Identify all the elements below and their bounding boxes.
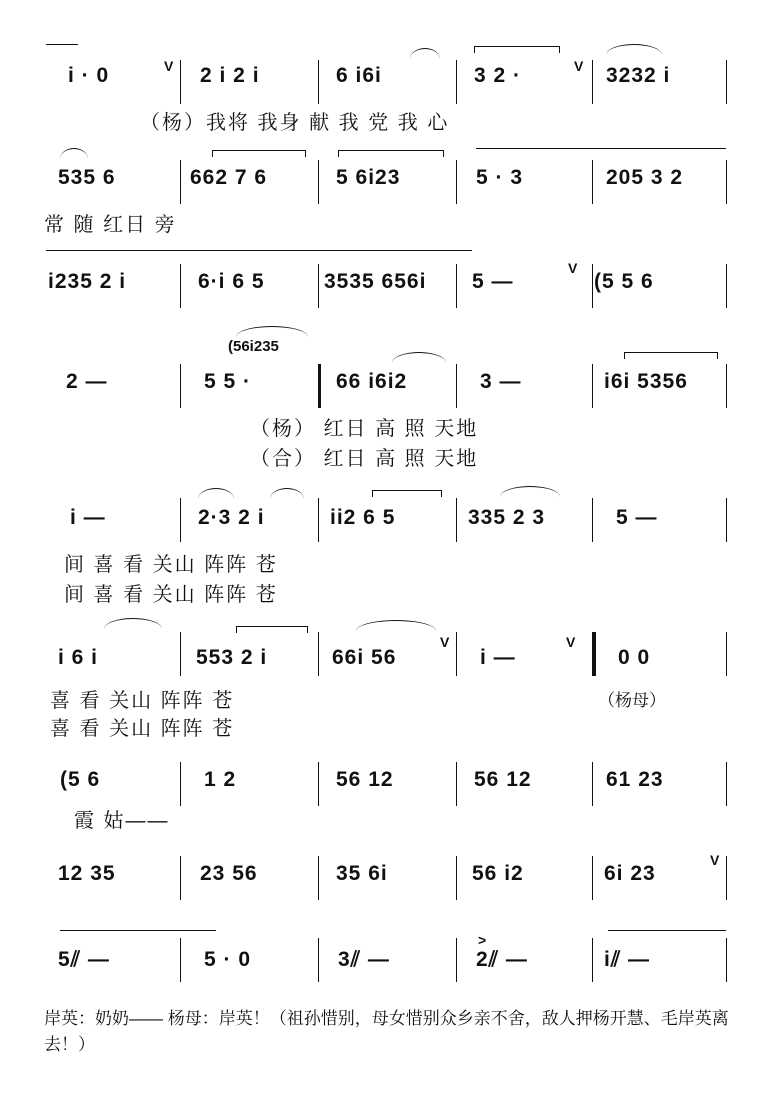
measure: 66i 56 (332, 646, 397, 669)
measure: 23 56 (200, 862, 258, 885)
barline (726, 632, 727, 676)
lyric-line: 间 喜 看 关山 阵阵 苍 (64, 584, 278, 606)
measure: (5 5 6 (594, 270, 654, 293)
barline (318, 856, 319, 900)
barline (180, 60, 181, 104)
barline (592, 160, 593, 204)
measure: 56 12 (474, 768, 532, 791)
measure: 553 2 i (196, 646, 268, 669)
measure: 56 i2 (472, 862, 524, 885)
measure: 2 — (66, 370, 108, 393)
barline (456, 632, 457, 676)
barline (456, 364, 457, 408)
barline (592, 856, 593, 900)
measure: 61 23 (606, 768, 664, 791)
slur (356, 620, 436, 631)
measure: i⫽ — (604, 948, 651, 971)
repeat-barline (318, 364, 321, 408)
barline (726, 160, 727, 204)
measure: 6i 23 (604, 862, 656, 885)
barline (318, 264, 319, 308)
barline (456, 160, 457, 204)
measure: 2 i 2 i (200, 64, 260, 87)
slur (236, 326, 308, 337)
slur (500, 486, 560, 497)
barline (726, 938, 727, 982)
measure: 0 0 (618, 646, 651, 669)
measure: ii2 6 5 (330, 506, 396, 529)
breath-mark: V (568, 260, 578, 276)
tie (624, 352, 718, 359)
accent-mark: > (478, 932, 487, 948)
measure: 3 2 · (474, 64, 522, 87)
breath-mark: V (574, 58, 584, 74)
barline (180, 856, 181, 900)
slur (198, 488, 234, 499)
breath-mark: V (164, 58, 174, 74)
measure: 6 i6i (336, 64, 382, 87)
tie-line (60, 930, 216, 931)
score-row-6 (0, 612, 772, 742)
barline (456, 762, 457, 806)
barline (456, 938, 457, 982)
lyric-line: （合） 红日 高 照 天地 (250, 448, 479, 470)
barline (318, 762, 319, 806)
barline (180, 264, 181, 308)
measure: i — (70, 506, 106, 529)
slur (60, 148, 88, 159)
measure: 5 · 3 (476, 166, 524, 189)
measure: 1 2 (204, 768, 237, 791)
barline (592, 498, 593, 542)
breath-mark: V (566, 634, 576, 650)
barline (456, 60, 457, 104)
barline (180, 938, 181, 982)
measure: 2·3 2 i (198, 506, 265, 529)
measure: i235 2 i (48, 270, 127, 293)
grace-notes: (56i235 (228, 338, 279, 355)
tie-line (608, 930, 726, 931)
barline (180, 160, 181, 204)
stage-dialogue: 岸英：奶奶—— 杨母：岸英！（祖孙惜别，母女惜别众乡亲不舍，敌人押杨开慧、毛岸英离去！） (44, 1009, 729, 1054)
lyric-line: （杨）我将 我身 献 我 党 我 心 (140, 112, 450, 134)
barline (180, 632, 181, 676)
score-row-8 (0, 846, 772, 916)
measure: 3 — (480, 370, 522, 393)
measure: 6·i 6 5 (198, 270, 265, 293)
tie-line (46, 44, 78, 45)
breath-mark: V (440, 634, 450, 650)
tie (474, 46, 560, 53)
barline (726, 856, 727, 900)
lyric-line: 喜 看 关山 阵阵 苍 (50, 718, 235, 740)
tie (372, 490, 442, 497)
measure: 3535 656i (324, 270, 427, 293)
measure: 5 — (472, 270, 514, 293)
barline (456, 856, 457, 900)
breath-mark: V (710, 852, 720, 868)
barline (726, 498, 727, 542)
measure: 335 2 3 (468, 506, 546, 529)
barline (726, 60, 727, 104)
score-row-4 (0, 326, 772, 476)
measure: i — (480, 646, 516, 669)
score-row-3 (0, 246, 772, 316)
slur (392, 352, 446, 363)
lyric-line: （杨） 红日 高 照 天地 (250, 418, 479, 440)
measure: 3232 i (606, 64, 671, 87)
score-row-9 (0, 920, 772, 990)
barline (318, 632, 319, 676)
measure: 3⫽ — (338, 948, 390, 971)
lyric-line: 喜 看 关山 阵阵 苍 (50, 690, 235, 712)
barline (592, 60, 593, 104)
barline (180, 498, 181, 542)
tie-line (46, 250, 472, 251)
measure: i 6 i (58, 646, 99, 669)
repeat-end-barline (592, 632, 596, 676)
measure: 5 6i23 (336, 166, 401, 189)
measure: (5 6 (60, 768, 101, 791)
lyric-line: 间 喜 看 关山 阵阵 苍 (64, 554, 278, 576)
measure: 205 3 2 (606, 166, 684, 189)
tie-line (476, 148, 726, 149)
barline (726, 762, 727, 806)
measure: 5 — (616, 506, 658, 529)
measure: 5 · 0 (204, 948, 252, 971)
barline (592, 938, 593, 982)
slur (104, 618, 162, 629)
barline (180, 364, 181, 408)
measure: 66 i6i2 (336, 370, 408, 393)
measure: 2⫽ — (476, 948, 528, 971)
measure: 5 5 · (204, 370, 252, 393)
barline (318, 938, 319, 982)
barline (592, 364, 593, 408)
lyric-line: 霞 姑—— (74, 810, 170, 832)
score-row-5 (0, 478, 772, 608)
barline (592, 762, 593, 806)
slur (410, 48, 440, 59)
barline (726, 264, 727, 308)
measure: 662 7 6 (190, 166, 268, 189)
measure: 5⫽ — (58, 948, 110, 971)
measure: i6i 5356 (604, 370, 688, 393)
measure: i · 0 (68, 64, 110, 87)
role-label: （杨母） (598, 691, 666, 710)
barline (456, 264, 457, 308)
tie (236, 626, 308, 633)
tie (338, 150, 444, 157)
score-row-7 (0, 744, 772, 844)
barline (180, 762, 181, 806)
slur (270, 488, 304, 499)
score-row-2 (0, 140, 772, 240)
measure: 12 35 (58, 862, 116, 885)
measure: 56 12 (336, 768, 394, 791)
barline (456, 498, 457, 542)
measure: 535 6 (58, 166, 116, 189)
barline (726, 364, 727, 408)
measure: 35 6i (336, 862, 388, 885)
lyric-line: 常 随 红日 旁 (44, 214, 177, 236)
barline (318, 160, 319, 204)
slur (606, 44, 662, 55)
tie (212, 150, 306, 157)
score-row-1 (0, 40, 772, 134)
barline (318, 60, 319, 104)
barline (318, 498, 319, 542)
